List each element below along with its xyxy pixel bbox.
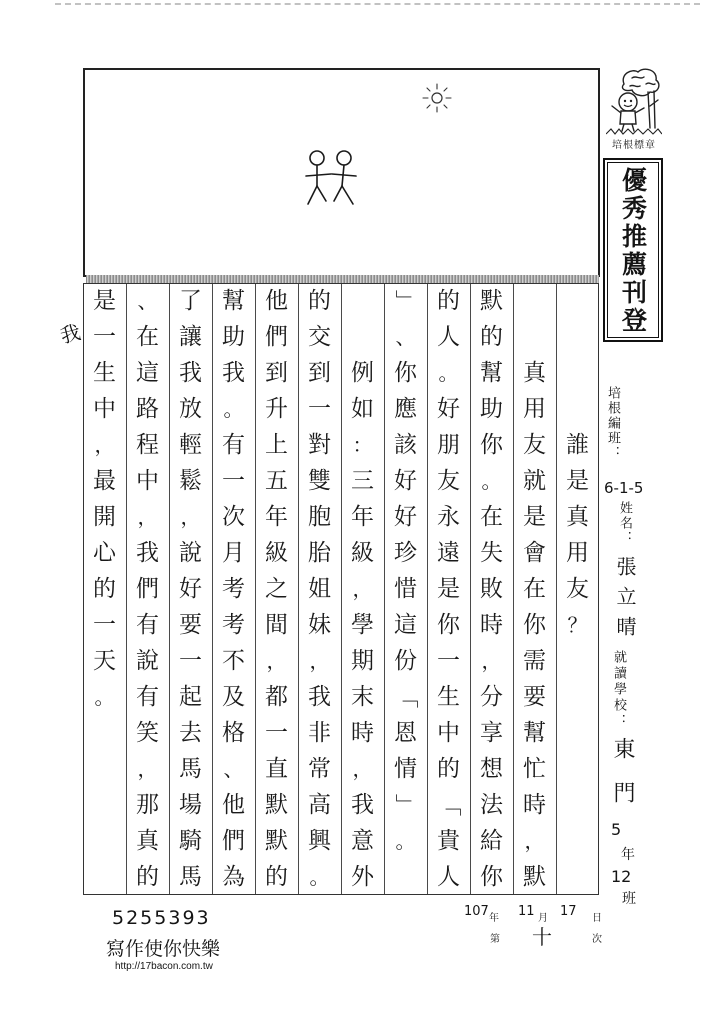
grid-char: 程: [136, 431, 159, 458]
grid-char: 。: [309, 865, 330, 889]
grid-blank-cell: [556, 319, 599, 355]
grid-blank-cell: [556, 355, 599, 391]
grid-char: 胞: [308, 503, 331, 530]
grid-char: 用: [566, 539, 589, 566]
composition-column: [255, 283, 298, 895]
grid-char: 人: [437, 863, 460, 890]
grid-char: 。: [395, 829, 416, 853]
logo-caption: 培根標章: [612, 140, 656, 151]
grid-char: 胎: [308, 539, 331, 566]
grid-char: 、: [395, 325, 416, 349]
grid-char: 次: [222, 503, 245, 530]
composition-column: [212, 283, 255, 895]
grid-char: 期: [351, 647, 374, 674]
grid-char: 」: [393, 793, 419, 817]
grid-char: 需: [523, 647, 546, 674]
grid-char: ，: [524, 829, 545, 853]
grid-char: 格: [222, 719, 245, 746]
grid-char: 為: [222, 863, 245, 890]
grid-char: 都: [265, 683, 288, 710]
grid-char: 想: [480, 755, 503, 782]
class-value: 6-1-5: [604, 479, 644, 497]
grid-char: 幫: [222, 287, 245, 314]
grid-char: 興: [308, 827, 331, 854]
grid-char: 我: [222, 359, 245, 386]
grid-char: 考: [222, 575, 245, 602]
composition-column: [298, 283, 341, 895]
grid-char: 、: [223, 757, 244, 781]
mascot-logo-icon: [606, 66, 662, 136]
grid-char: 生: [437, 683, 460, 710]
grid-char: 忙: [523, 755, 546, 782]
grid-char: 的: [93, 575, 116, 602]
recommendation-stamp: [603, 158, 663, 342]
grid-blank-cell: [556, 283, 599, 319]
date-day: 17: [560, 904, 577, 919]
grade-class-unit: 班: [622, 891, 636, 907]
grid-char: 放: [179, 395, 202, 422]
date-day-unit: 日: [592, 913, 602, 924]
session-number: 十: [532, 925, 552, 949]
grid-char: 失: [480, 539, 503, 566]
grid-char: 。: [94, 685, 115, 709]
grid-char: 默: [265, 827, 288, 854]
grid-char: 生: [93, 359, 116, 386]
grid-char: 升: [265, 395, 288, 422]
grid-char: 最: [93, 467, 116, 494]
grid-char: 直: [265, 755, 288, 782]
grid-char: 考: [222, 611, 245, 638]
grid-char: 間: [265, 611, 288, 638]
grid-char: 時: [523, 791, 546, 818]
date-year-unit: 年: [489, 913, 499, 924]
grid-char: 級: [265, 539, 288, 566]
grid-char: 年: [351, 503, 374, 530]
grid-char: 這: [136, 359, 159, 386]
grid-char: 助: [480, 395, 503, 422]
composition-column: [169, 283, 212, 895]
composition-column: [126, 283, 169, 895]
grid-char: 永: [437, 503, 460, 530]
grid-char: 的: [480, 323, 503, 350]
grid-char: 「: [393, 685, 419, 709]
grid-char: 馬: [179, 755, 202, 782]
name-label: 姓名：: [617, 501, 632, 546]
grid-char: 在: [523, 575, 546, 602]
grid-char: ，: [94, 433, 115, 457]
grid-char: 好: [394, 503, 417, 530]
grid-char: ，: [352, 757, 373, 781]
grade-year-unit: 年: [621, 847, 635, 863]
grid-char: 應: [394, 395, 417, 422]
grid-char: 遠: [437, 539, 460, 566]
grid-char: 們: [136, 575, 159, 602]
grid-char: 高: [308, 791, 331, 818]
grid-char: 貴: [437, 827, 460, 854]
grid-char: ，: [137, 757, 158, 781]
grid-char: 該: [394, 431, 417, 458]
grid-char: 真: [136, 827, 159, 854]
grid-char: 幫: [480, 359, 503, 386]
grid-char: 路: [136, 395, 159, 422]
grid-char: 常: [308, 755, 331, 782]
grid-char: 例: [351, 359, 374, 386]
grid-char: 分: [480, 683, 503, 710]
grid-char: 要: [523, 683, 546, 710]
stamp-inner-border: [607, 162, 659, 338]
grid-char: 開: [93, 503, 116, 530]
grid-char: 不: [222, 647, 245, 674]
footer-code: 5255393: [112, 907, 211, 929]
grid-char: 說: [179, 539, 202, 566]
name-value: 張立晴: [613, 556, 637, 646]
grid-char: 時: [351, 719, 374, 746]
scan-edge-marks: [55, 3, 700, 5]
stamp-text: 優秀推薦刊登: [618, 167, 648, 335]
grid-char: 用: [523, 395, 546, 422]
composition-column: [513, 283, 556, 895]
grid-char: 時: [480, 611, 503, 638]
grid-char: 那: [136, 791, 159, 818]
grid-char: ，: [180, 505, 201, 529]
sun-icon: [420, 82, 454, 114]
grid-char: 我: [136, 539, 159, 566]
composition-column: [341, 283, 384, 895]
grid-char: 的: [437, 287, 460, 314]
grid-char: 上: [265, 431, 288, 458]
grid-char: 去: [179, 719, 202, 746]
grid-char: 有: [136, 683, 159, 710]
session-suffix: 次: [592, 934, 602, 945]
grid-char: 好: [437, 395, 460, 422]
grid-char: 珍: [394, 539, 417, 566]
grid-char: 他: [265, 287, 288, 314]
margin-insertion-mark: 我: [57, 319, 83, 349]
footer-url: http://17bacon.com.tw: [115, 961, 213, 972]
grid-char: 起: [179, 683, 202, 710]
composition-title-column: [556, 283, 599, 895]
grid-char: 你: [480, 431, 503, 458]
grid-char: 年: [265, 503, 288, 530]
grid-char: 一: [93, 323, 116, 350]
grid-char: 級: [351, 539, 374, 566]
grid-char: 。: [481, 469, 502, 493]
grade-year-number: 5: [611, 820, 622, 839]
grid-char: 一: [93, 611, 116, 638]
grid-char: 非: [308, 719, 331, 746]
grid-char: 有: [222, 431, 245, 458]
grid-char: 對: [308, 431, 331, 458]
grid-char: 場: [179, 791, 202, 818]
grid-blank-cell: [513, 319, 556, 355]
grid-char: 是: [523, 503, 546, 530]
grid-char: 的: [437, 755, 460, 782]
grid-char: 朋: [437, 431, 460, 458]
grid-char: ：: [352, 433, 373, 457]
grid-char: 中: [136, 467, 159, 494]
grid-char: 這: [394, 611, 417, 638]
grid-char: 們: [265, 323, 288, 350]
grid-char: 情: [394, 755, 417, 782]
grid-char: 讓: [179, 323, 202, 350]
grid-char: 的: [136, 863, 159, 890]
composition-column: [384, 283, 427, 895]
grid-char: 是: [93, 287, 116, 314]
class-label: 培根編班：: [605, 386, 620, 461]
grid-char: 友: [523, 431, 546, 458]
date-month-unit: 月: [538, 913, 548, 924]
grid-char: 的: [308, 287, 331, 314]
grid-char: 惜: [394, 575, 417, 602]
grid-char: 天: [93, 647, 116, 674]
grid-char: 誰: [566, 431, 589, 458]
grid-char: 好: [179, 575, 202, 602]
grid-char: 默: [523, 863, 546, 890]
grid-char: 姐: [308, 575, 331, 602]
grid-char: 騎: [179, 827, 202, 854]
date-year: 107: [464, 904, 489, 919]
grid-char: 我: [179, 359, 202, 386]
grid-char: 我: [351, 791, 374, 818]
grid-char: 好: [394, 467, 417, 494]
grid-char: 要: [179, 611, 202, 638]
grid-char: 你: [394, 359, 417, 386]
grid-char: 之: [265, 575, 288, 602]
grid-top-band: [86, 275, 599, 283]
grid-blank-cell: [341, 283, 384, 319]
grid-char: ，: [309, 649, 330, 673]
grid-char: 中: [437, 719, 460, 746]
grid-blank-cell: [513, 283, 556, 319]
grid-char: 在: [136, 323, 159, 350]
grid-char: 」: [393, 289, 419, 313]
grid-char: 會: [523, 539, 546, 566]
grid-char: 份: [394, 647, 417, 674]
grade-class-number: 12: [611, 867, 632, 886]
grid-char: 鬆: [179, 467, 202, 494]
grid-char: 到: [308, 359, 331, 386]
grid-char: 給: [480, 827, 503, 854]
composition-column: [83, 283, 126, 895]
grid-char: 是: [437, 575, 460, 602]
composition-grid: [83, 283, 599, 895]
grid-blank-cell: [556, 391, 599, 427]
grid-char: ，: [352, 577, 373, 601]
grid-char: 心: [93, 539, 116, 566]
grid-char: 人: [437, 323, 460, 350]
grid-char: 在: [480, 503, 503, 530]
grid-char: 你: [523, 611, 546, 638]
grid-char: 雙: [308, 467, 331, 494]
grid-char: 敗: [480, 575, 503, 602]
grid-char: ，: [266, 649, 287, 673]
grid-char: 外: [351, 863, 374, 890]
grid-char: 默: [265, 791, 288, 818]
grid-char: 恩: [394, 719, 417, 746]
grid-char: 說: [136, 647, 159, 674]
grid-char: 的: [265, 863, 288, 890]
grid-char: 末: [351, 683, 374, 710]
grid-char: 三: [351, 467, 374, 494]
grid-char: ，: [137, 505, 158, 529]
grid-char: 你: [480, 863, 503, 890]
date-month: 11: [518, 904, 535, 919]
grid-char: 。: [438, 361, 459, 385]
school-label: 就讀學校：: [611, 650, 626, 730]
grid-char: 幫: [523, 719, 546, 746]
grid-char: 如: [351, 395, 374, 422]
grid-char: 月: [222, 539, 245, 566]
footer-slogan: 寫作使你快樂: [106, 938, 221, 960]
grid-char: 享: [480, 719, 503, 746]
grid-char: 是: [566, 467, 589, 494]
grid-char: 你: [437, 611, 460, 638]
composition-column: [470, 283, 513, 895]
grid-char: 五: [265, 467, 288, 494]
grid-char: 有: [136, 611, 159, 638]
grid-char: 、: [137, 289, 158, 313]
grid-char: 學: [351, 611, 374, 638]
grid-char: 真: [523, 359, 546, 386]
grid-char: ，: [481, 649, 502, 673]
school-value: 東門: [610, 737, 635, 825]
grid-char: 意: [351, 827, 374, 854]
grid-char: 們: [222, 827, 245, 854]
grid-char: 就: [523, 467, 546, 494]
grid-blank-cell: [341, 319, 384, 355]
grid-char: 默: [480, 287, 503, 314]
grid-char: 一: [437, 647, 460, 674]
grid-char: 及: [222, 683, 245, 710]
grid-char: 交: [308, 323, 331, 350]
grid-char: 我: [308, 683, 331, 710]
grid-char: 一: [308, 395, 331, 422]
grid-char: 友: [437, 467, 460, 494]
grid-char: 「: [436, 793, 462, 817]
grid-char: 笑: [136, 719, 159, 746]
grid-char: 輕: [179, 431, 202, 458]
composition-column: [427, 283, 470, 895]
grid-char: 了: [179, 287, 202, 314]
grid-char: 一: [265, 719, 288, 746]
grid-char: 一: [179, 647, 202, 674]
grid-char: 助: [222, 323, 245, 350]
drawing-box: [83, 68, 600, 277]
grid-char: 妹: [308, 611, 331, 638]
session-prefix: 第: [490, 934, 500, 945]
grid-char: 法: [480, 791, 503, 818]
grid-char: 友: [566, 575, 589, 602]
grid-char: 馬: [179, 863, 202, 890]
grid-char: 到: [265, 359, 288, 386]
grid-char: 。: [223, 397, 244, 421]
grid-char: 他: [222, 791, 245, 818]
stick-figures-icon: [302, 148, 362, 210]
grid-char: 真: [566, 503, 589, 530]
grid-char: 一: [222, 467, 245, 494]
grid-char: 中: [93, 395, 116, 422]
grid-char: ？: [567, 613, 588, 637]
